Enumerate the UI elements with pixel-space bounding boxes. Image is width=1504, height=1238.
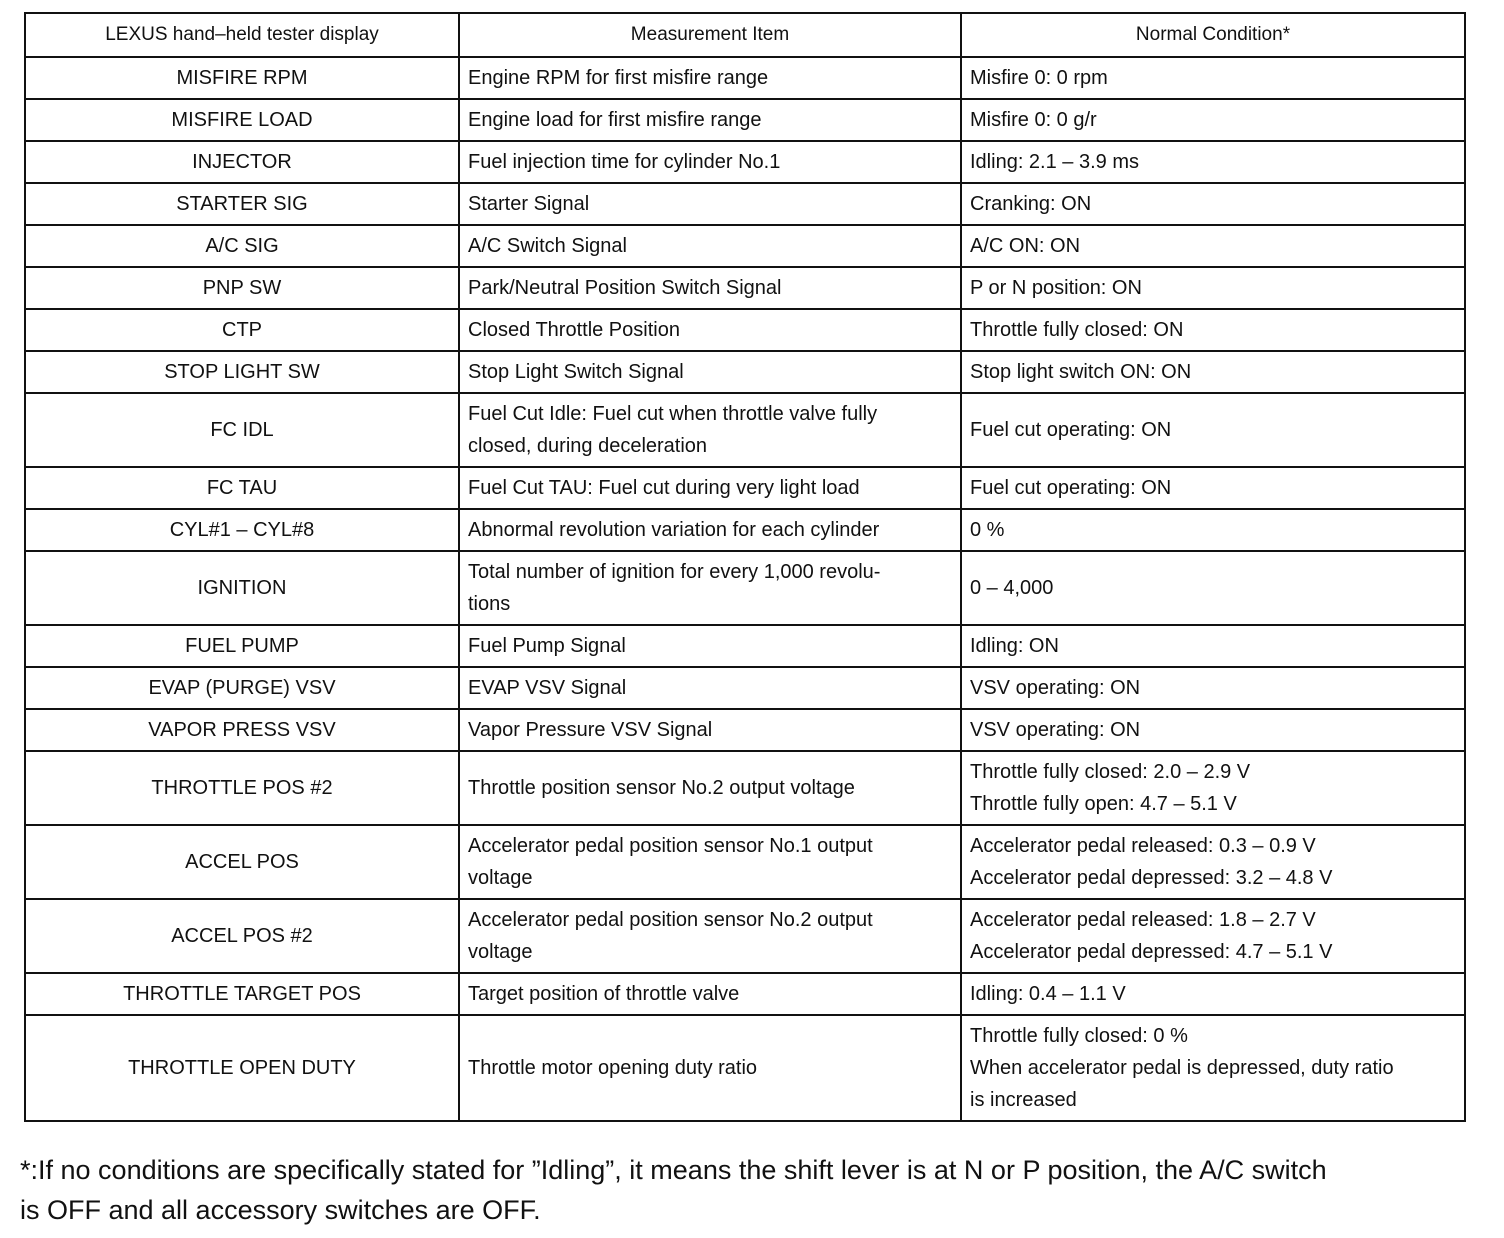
tester-display-cell: EVAP (PURGE) VSV	[25, 667, 459, 709]
normal-condition-cell	[961, 709, 1465, 751]
tester-display-cell: VAPOR PRESS VSV	[25, 709, 459, 751]
measurement-item-cell	[459, 509, 961, 551]
tester-display-cell: THROTTLE OPEN DUTY	[25, 1015, 459, 1121]
measurement-item-cell	[459, 57, 961, 99]
table-row	[25, 709, 1465, 751]
measurement-item-cell	[459, 899, 961, 973]
table-row	[25, 551, 1465, 625]
table-row	[25, 351, 1465, 393]
normal-condition-cell	[961, 751, 1465, 825]
measurement-item-cell	[459, 551, 961, 625]
normal-condition-cell	[961, 225, 1465, 267]
tester-display-cell: THROTTLE POS #2	[25, 751, 459, 825]
measurement-item-line: Accelerator pedal position sensor No.1 output	[468, 835, 873, 857]
measurement-item-line: Engine RPM for first misfire range	[468, 67, 769, 89]
table-row	[25, 225, 1465, 267]
measurement-item-cell	[459, 267, 961, 309]
table-row	[25, 825, 1465, 899]
measurement-item-line: Fuel Pump Signal	[468, 635, 626, 657]
tester-display-cell: THROTTLE TARGET POS	[25, 973, 459, 1015]
normal-condition-line: P or N position: ON	[970, 277, 1142, 299]
table-row	[25, 667, 1465, 709]
normal-condition-line: Fuel cut operating: ON	[970, 419, 1172, 441]
measurement-item-cell	[459, 183, 961, 225]
normal-condition-line: Cranking: ON	[970, 193, 1092, 215]
tester-display-cell: STARTER SIG	[25, 183, 459, 225]
tester-display-cell: MISFIRE RPM	[25, 57, 459, 99]
normal-condition-line: Stop light switch ON: ON	[970, 361, 1192, 383]
measurement-item-cell	[459, 709, 961, 751]
normal-condition-cell	[961, 183, 1465, 225]
table-header-row	[25, 13, 1465, 57]
table-row	[25, 99, 1465, 141]
tester-display-cell: MISFIRE LOAD	[25, 99, 459, 141]
normal-condition-cell	[961, 57, 1465, 99]
tester-display-cell: STOP LIGHT SW	[25, 351, 459, 393]
normal-condition-line: Throttle fully open: 4.7 – 5.1 V	[970, 793, 1237, 815]
tester-display-cell: IGNITION	[25, 551, 459, 625]
measurement-item-line: voltage	[468, 867, 533, 889]
normal-condition-line: VSV operating: ON	[970, 677, 1141, 699]
measurement-item-cell	[459, 667, 961, 709]
measurement-item-line: Target position of throttle valve	[468, 983, 740, 1005]
measurement-item-line: voltage	[468, 941, 533, 963]
tester-display-cell: FUEL PUMP	[25, 625, 459, 667]
measurement-item-cell	[459, 225, 961, 267]
tester-display-cell: CTP	[25, 309, 459, 351]
tester-display-cell: INJECTOR	[25, 141, 459, 183]
normal-condition-cell	[961, 1015, 1465, 1121]
measurement-item-line: A/C Switch Signal	[468, 235, 627, 257]
measurement-item-cell	[459, 141, 961, 183]
normal-condition-line: Misfire 0: 0 g/r	[970, 109, 1097, 131]
measurement-item-cell	[459, 751, 961, 825]
header-tester-display: LEXUS hand–held tester display	[25, 13, 459, 57]
measurement-item-line: Total number of ignition for every 1,000 revolu-	[468, 561, 881, 583]
normal-condition-line: Accelerator pedal depressed: 3.2 – 4.8 V	[970, 867, 1333, 889]
table-row	[25, 309, 1465, 351]
measurement-item-cell	[459, 99, 961, 141]
normal-condition-line: Throttle fully closed: 0 %	[970, 1025, 1188, 1047]
measurement-item-line: EVAP VSV Signal	[468, 677, 627, 699]
tester-display-cell: A/C SIG	[25, 225, 459, 267]
tester-data-table	[24, 12, 1466, 1122]
measurement-item-cell	[459, 825, 961, 899]
measurement-item-line: Throttle position sensor No.2 output voltage	[468, 777, 855, 799]
table-row	[25, 183, 1465, 225]
footnote-line: is OFF and all accessory switches are OFF.	[20, 1195, 541, 1225]
normal-condition-cell	[961, 267, 1465, 309]
measurement-item-line: Stop Light Switch Signal	[468, 361, 684, 383]
measurement-item-line: Starter Signal	[468, 193, 590, 215]
measurement-item-line: Abnormal revolution variation for each cylinder	[468, 519, 880, 541]
normal-condition-cell	[961, 467, 1465, 509]
measurement-item-line: Vapor Pressure VSV Signal	[468, 719, 713, 741]
measurement-item-line: closed, during deceleration	[468, 435, 708, 457]
tester-display-cell: FC IDL	[25, 393, 459, 467]
tester-display-cell: CYL#1 – CYL#8	[25, 509, 459, 551]
normal-condition-cell	[961, 309, 1465, 351]
footnote-line: *:If no conditions are specifically stated for ”Idling”, it means the shift lever is at N or P position, the A/C switch	[20, 1155, 1327, 1185]
tester-display-cell: FC TAU	[25, 467, 459, 509]
table-row	[25, 509, 1465, 551]
normal-condition-cell	[961, 625, 1465, 667]
measurement-item-line: Closed Throttle Position	[468, 319, 680, 341]
normal-condition-cell	[961, 899, 1465, 973]
normal-condition-cell	[961, 393, 1465, 467]
measurement-item-line: tions	[468, 593, 511, 615]
measurement-item-line: Accelerator pedal position sensor No.2 output	[468, 909, 873, 931]
normal-condition-line: Fuel cut operating: ON	[970, 477, 1172, 499]
normal-condition-line: Throttle fully closed: ON	[970, 319, 1184, 341]
normal-condition-line: Accelerator pedal released: 0.3 – 0.9 V	[970, 835, 1316, 857]
normal-condition-line: Accelerator pedal released: 1.8 – 2.7 V	[970, 909, 1316, 931]
tester-display-cell: ACCEL POS	[25, 825, 459, 899]
measurement-item-cell	[459, 393, 961, 467]
normal-condition-line: When accelerator pedal is depressed, duty ratio	[970, 1057, 1394, 1079]
normal-condition-cell	[961, 667, 1465, 709]
measurement-item-cell	[459, 973, 961, 1015]
table-row	[25, 1015, 1465, 1121]
table-row	[25, 467, 1465, 509]
table-row	[25, 267, 1465, 309]
measurement-item-cell	[459, 625, 961, 667]
measurement-item-line: Fuel Cut Idle: Fuel cut when throttle valve fully	[468, 403, 878, 425]
normal-condition-line: VSV operating: ON	[970, 719, 1141, 741]
header-measurement-item: Measurement Item	[459, 13, 961, 57]
normal-condition-cell	[961, 99, 1465, 141]
measurement-item-line: Throttle motor opening duty ratio	[468, 1057, 758, 1079]
normal-condition-line: is increased	[970, 1089, 1077, 1111]
footnote	[20, 1150, 1490, 1230]
table-row	[25, 57, 1465, 99]
table-body	[25, 57, 1465, 1121]
normal-condition-line: A/C ON: ON	[970, 235, 1081, 257]
normal-condition-cell	[961, 551, 1465, 625]
tester-display-cell: ACCEL POS #2	[25, 899, 459, 973]
normal-condition-line: Idling: 0.4 – 1.1 V	[970, 983, 1126, 1005]
table-row	[25, 973, 1465, 1015]
table-row	[25, 625, 1465, 667]
normal-condition-cell	[961, 141, 1465, 183]
measurement-item-cell	[459, 467, 961, 509]
normal-condition-line: Idling: ON	[970, 635, 1059, 657]
normal-condition-cell	[961, 973, 1465, 1015]
normal-condition-cell	[961, 825, 1465, 899]
tester-display-cell: PNP SW	[25, 267, 459, 309]
table-row	[25, 899, 1465, 973]
measurement-item-line: Fuel Cut TAU: Fuel cut during very light load	[468, 477, 860, 499]
measurement-item-line: Engine load for first misfire range	[468, 109, 762, 131]
table-row	[25, 751, 1465, 825]
normal-condition-line: 0 – 4,000	[970, 577, 1054, 599]
measurement-item-cell	[459, 351, 961, 393]
measurement-item-line: Fuel injection time for cylinder No.1	[468, 151, 781, 173]
normal-condition-cell	[961, 351, 1465, 393]
table-row	[25, 141, 1465, 183]
normal-condition-line: Misfire 0: 0 rpm	[970, 67, 1108, 89]
normal-condition-cell	[961, 509, 1465, 551]
measurement-item-cell	[459, 309, 961, 351]
measurement-item-cell	[459, 1015, 961, 1121]
normal-condition-line: 0 %	[970, 519, 1005, 541]
header-normal-condition: Normal Condition*	[961, 13, 1465, 57]
normal-condition-line: Idling: 2.1 – 3.9 ms	[970, 151, 1139, 173]
normal-condition-line: Throttle fully closed: 2.0 – 2.9 V	[970, 761, 1251, 783]
normal-condition-line: Accelerator pedal depressed: 4.7 – 5.1 V	[970, 941, 1333, 963]
measurement-item-line: Park/Neutral Position Switch Signal	[468, 277, 782, 299]
table-row	[25, 393, 1465, 467]
